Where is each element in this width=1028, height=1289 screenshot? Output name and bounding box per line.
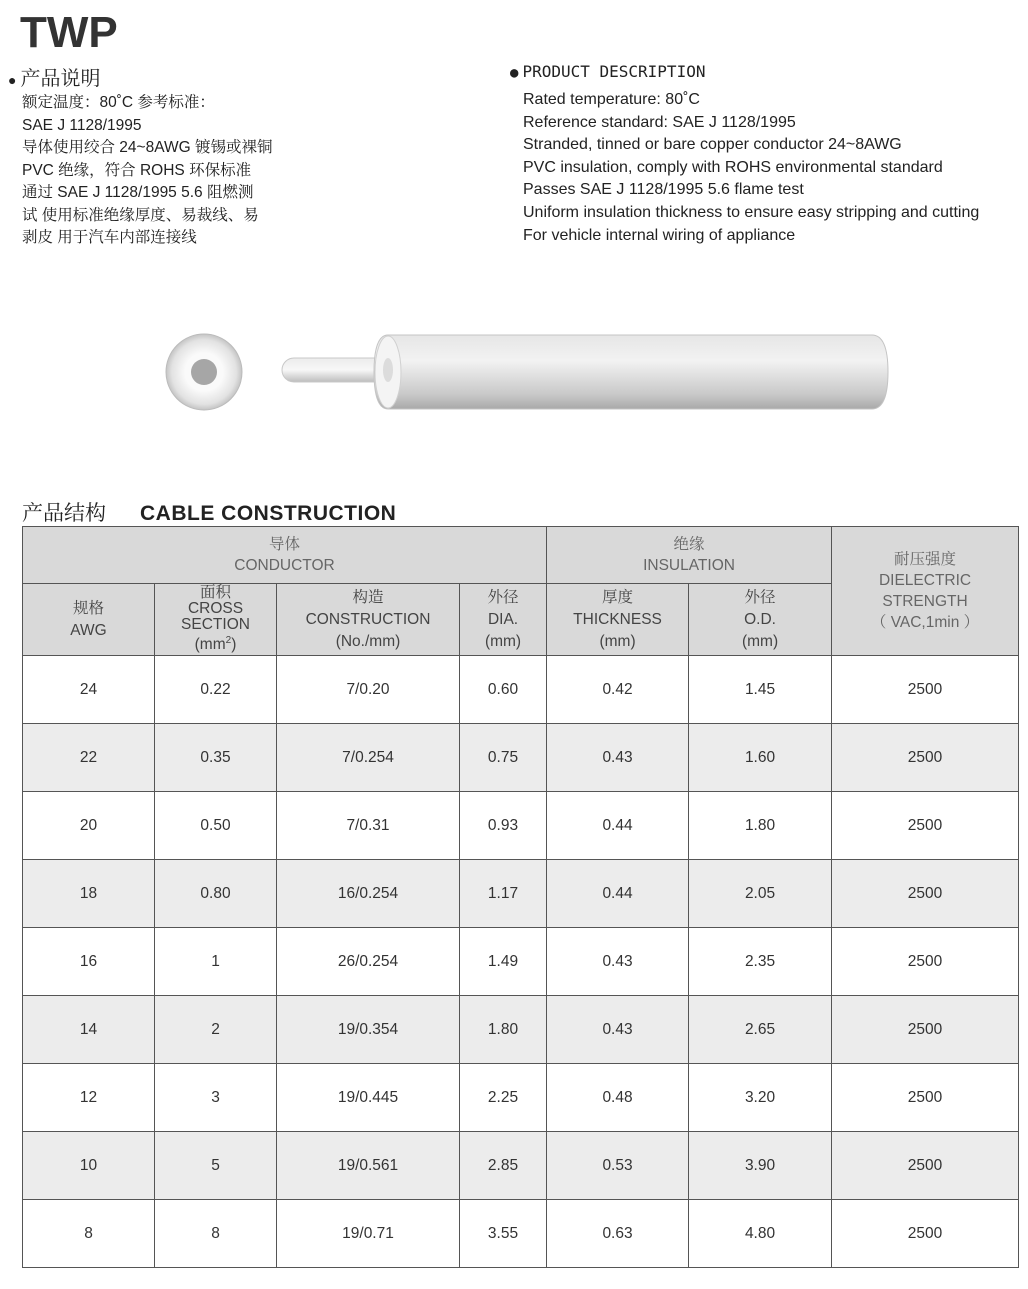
table-row: [23, 724, 1019, 792]
construction-cell: 26/0.254: [277, 928, 460, 996]
od-cell: 1.80: [689, 792, 832, 860]
cross-section-cell: 3: [155, 1064, 277, 1132]
cable-construction-table: [22, 526, 1019, 1268]
construction-cell: 7/0.20: [277, 656, 460, 724]
cross-section-cell: 0.80: [155, 860, 277, 928]
dielectric-group-header: [832, 527, 1019, 656]
en-line: For vehicle internal wiring of appliance: [523, 226, 796, 244]
cross-unit-post: ): [231, 636, 237, 654]
table-row: [23, 1064, 1019, 1132]
conductor-en: CONDUCTOR: [234, 557, 335, 574]
awg-cell: 24: [23, 656, 155, 724]
en-line: PVC insulation, comply with ROHS environmental standard: [523, 158, 943, 176]
awg-cell: 12: [23, 1064, 155, 1132]
od-header: [689, 584, 832, 656]
thickness-header: [547, 584, 689, 656]
dia-cn: 外径: [487, 588, 519, 606]
thickness-cell: 0.42: [547, 656, 689, 724]
cable-jacket: [374, 335, 888, 409]
construction-en: CONSTRUCTION: [305, 610, 431, 628]
cross-unit: [155, 633, 276, 653]
table-row: [23, 1200, 1019, 1268]
insulation-cn: 绝缘: [673, 536, 705, 553]
dia-cell: 1.80: [460, 996, 547, 1064]
awg-cell: 16: [23, 928, 155, 996]
cross-section-cell: 0.22: [155, 656, 277, 724]
bullet-icon: ●: [8, 71, 17, 88]
construction-cell: 19/0.561: [277, 1132, 460, 1200]
thickness-cell: 0.48: [547, 1064, 689, 1132]
thickness-cell: 0.43: [547, 996, 689, 1064]
en-description: [523, 89, 1023, 247]
cn-heading-text: 产品说明: [20, 68, 101, 90]
cross-unit-sup: 2: [225, 635, 232, 647]
dielectric-cell: 2500: [832, 792, 1019, 860]
insulation-en: INSULATION: [643, 557, 735, 574]
table-body: [23, 656, 1019, 1268]
awg-cell: 20: [23, 792, 155, 860]
insulation-group-header: [547, 527, 832, 584]
construction-cell: 19/0.445: [277, 1064, 460, 1132]
dia-cell: 0.93: [460, 792, 547, 860]
dia-cell: 0.60: [460, 656, 547, 724]
cross-section-cell: 1: [155, 928, 277, 996]
thickness-cn: 厚度: [602, 588, 634, 606]
dielectric-cell: 2500: [832, 996, 1019, 1064]
dia-cell: 3.55: [460, 1200, 547, 1268]
od-cell: 1.60: [689, 724, 832, 792]
od-en: O.D.: [744, 610, 776, 628]
cn-line: 导体使用绞合 24~8AWG 镀锡或裸铜: [22, 139, 273, 156]
dielectric-cell: 2500: [832, 1132, 1019, 1200]
od-unit: (mm): [741, 632, 779, 650]
construction-cn: 构造: [352, 588, 384, 606]
dia-cell: 1.17: [460, 860, 547, 928]
construction-unit: (No./mm): [335, 632, 401, 650]
cross-section-cell: 5: [155, 1132, 277, 1200]
en-line: Reference standard: SAE J 1128/1995: [523, 113, 796, 131]
od-cn: 外径: [744, 588, 776, 606]
cross-unit-pre: (mm: [194, 636, 226, 654]
construction-cell: 16/0.254: [277, 860, 460, 928]
thickness-cell: 0.63: [547, 1200, 689, 1268]
cable-illustration: [160, 322, 900, 422]
dielectric-cell: 2500: [832, 656, 1019, 724]
od-cell: 4.80: [689, 1200, 832, 1268]
dia-en: DIA.: [487, 610, 519, 628]
od-cell: 1.45: [689, 656, 832, 724]
table-row: [23, 928, 1019, 996]
thickness-cell: 0.44: [547, 860, 689, 928]
table-row: [23, 1132, 1019, 1200]
table-row: [23, 656, 1019, 724]
awg-cell: 14: [23, 996, 155, 1064]
od-cell: 3.90: [689, 1132, 832, 1200]
dia-cell: 0.75: [460, 724, 547, 792]
dia-cell: 2.25: [460, 1064, 547, 1132]
construction-cell: 7/0.254: [277, 724, 460, 792]
dia-cell: 2.85: [460, 1132, 547, 1200]
cross-en1: CROSS: [187, 600, 244, 618]
table-row: [23, 860, 1019, 928]
en-line: Stranded, tinned or bare copper conductor 24~8AWG: [523, 136, 902, 154]
awg-cell: 8: [23, 1200, 155, 1268]
cross-section-cell: 0.35: [155, 724, 277, 792]
cn-description: [22, 92, 312, 250]
construction-section-title: [22, 497, 396, 527]
cross-section-cell: 8: [155, 1200, 277, 1268]
construction-cell: 19/0.354: [277, 996, 460, 1064]
construction-header: [277, 584, 460, 656]
cross-cn: 面积: [199, 584, 231, 602]
en-line: Rated temperature: 80˚C: [523, 91, 700, 108]
cross-section-header: [155, 584, 277, 656]
conductor-face: [383, 358, 393, 382]
awg-cell: 18: [23, 860, 155, 928]
en-line: Passes SAE J 1128/1995 5.6 flame test: [523, 181, 804, 199]
awg-cell: 10: [23, 1132, 155, 1200]
cn-line: PVC 绝缘，符合 ROHS 环保标准: [22, 161, 252, 179]
en-section-heading: [510, 62, 705, 81]
construction-cell: 7/0.31: [277, 792, 460, 860]
thickness-en: THICKNESS: [573, 610, 662, 628]
conductor-core: [191, 359, 217, 385]
cross-section-cell: 0.50: [155, 792, 277, 860]
dielectric-cell: 2500: [832, 860, 1019, 928]
dia-unit: (mm): [484, 632, 522, 650]
dielectric-cell: 2500: [832, 724, 1019, 792]
awg-header: [23, 584, 155, 656]
thickness-cell: 0.43: [547, 724, 689, 792]
cross-en2: SECTION: [181, 616, 250, 634]
cn-section-heading: [8, 62, 100, 91]
dia-cell: 1.49: [460, 928, 547, 996]
dielectric-en2: STRENGTH: [882, 593, 968, 610]
conductor-group-header: [23, 527, 547, 584]
thickness-unit: (mm): [599, 632, 636, 650]
dielectric-cell: 2500: [832, 1200, 1019, 1268]
od-cell: 2.65: [689, 996, 832, 1064]
dielectric-unit: （ VAC,1min ）: [870, 614, 980, 631]
table-row: [23, 792, 1019, 860]
od-cell: 2.35: [689, 928, 832, 996]
cn-line: SAE J 1128/1995: [22, 116, 142, 134]
thickness-cell: 0.53: [547, 1132, 689, 1200]
dielectric-cell: 2500: [832, 1064, 1019, 1132]
dielectric-cn: 耐压强度: [894, 551, 957, 568]
thickness-cell: 0.43: [547, 928, 689, 996]
cn-line: 剥皮 用于汽车内部连接线: [22, 229, 197, 246]
awg-cn: 规格: [72, 599, 104, 617]
bullet-icon: ●: [510, 64, 519, 81]
awg-cell: 22: [23, 724, 155, 792]
dielectric-cell: 2500: [832, 928, 1019, 996]
en-line: Uniform insulation thickness to ensure easy stripping and cutting: [523, 203, 980, 221]
od-cell: 2.05: [689, 860, 832, 928]
construction-title-cn: 产品结构: [22, 502, 106, 525]
awg-en: AWG: [70, 621, 107, 639]
construction-cell: 19/0.71: [277, 1200, 460, 1268]
conductor-cn: 导体: [269, 536, 301, 553]
cn-line: 试 使用标准绝缘厚度、易裁线、易: [22, 206, 259, 224]
cn-line: 通过 SAE J 1128/1995 5.6 阻燃测: [22, 184, 254, 201]
construction-title-en: CABLE CONSTRUCTION: [140, 502, 397, 525]
thickness-cell: 0.44: [547, 792, 689, 860]
cn-line: 额定温度：80˚C 参考标准：: [22, 94, 215, 111]
table-row: [23, 996, 1019, 1064]
cross-section-cell: 2: [155, 996, 277, 1064]
od-cell: 3.20: [689, 1064, 832, 1132]
dia-header: [460, 584, 547, 656]
product-title: TWP: [20, 8, 118, 57]
dielectric-en1: DIELECTRIC: [878, 572, 972, 589]
en-heading-text: PRODUCT DESCRIPTION: [522, 62, 706, 81]
